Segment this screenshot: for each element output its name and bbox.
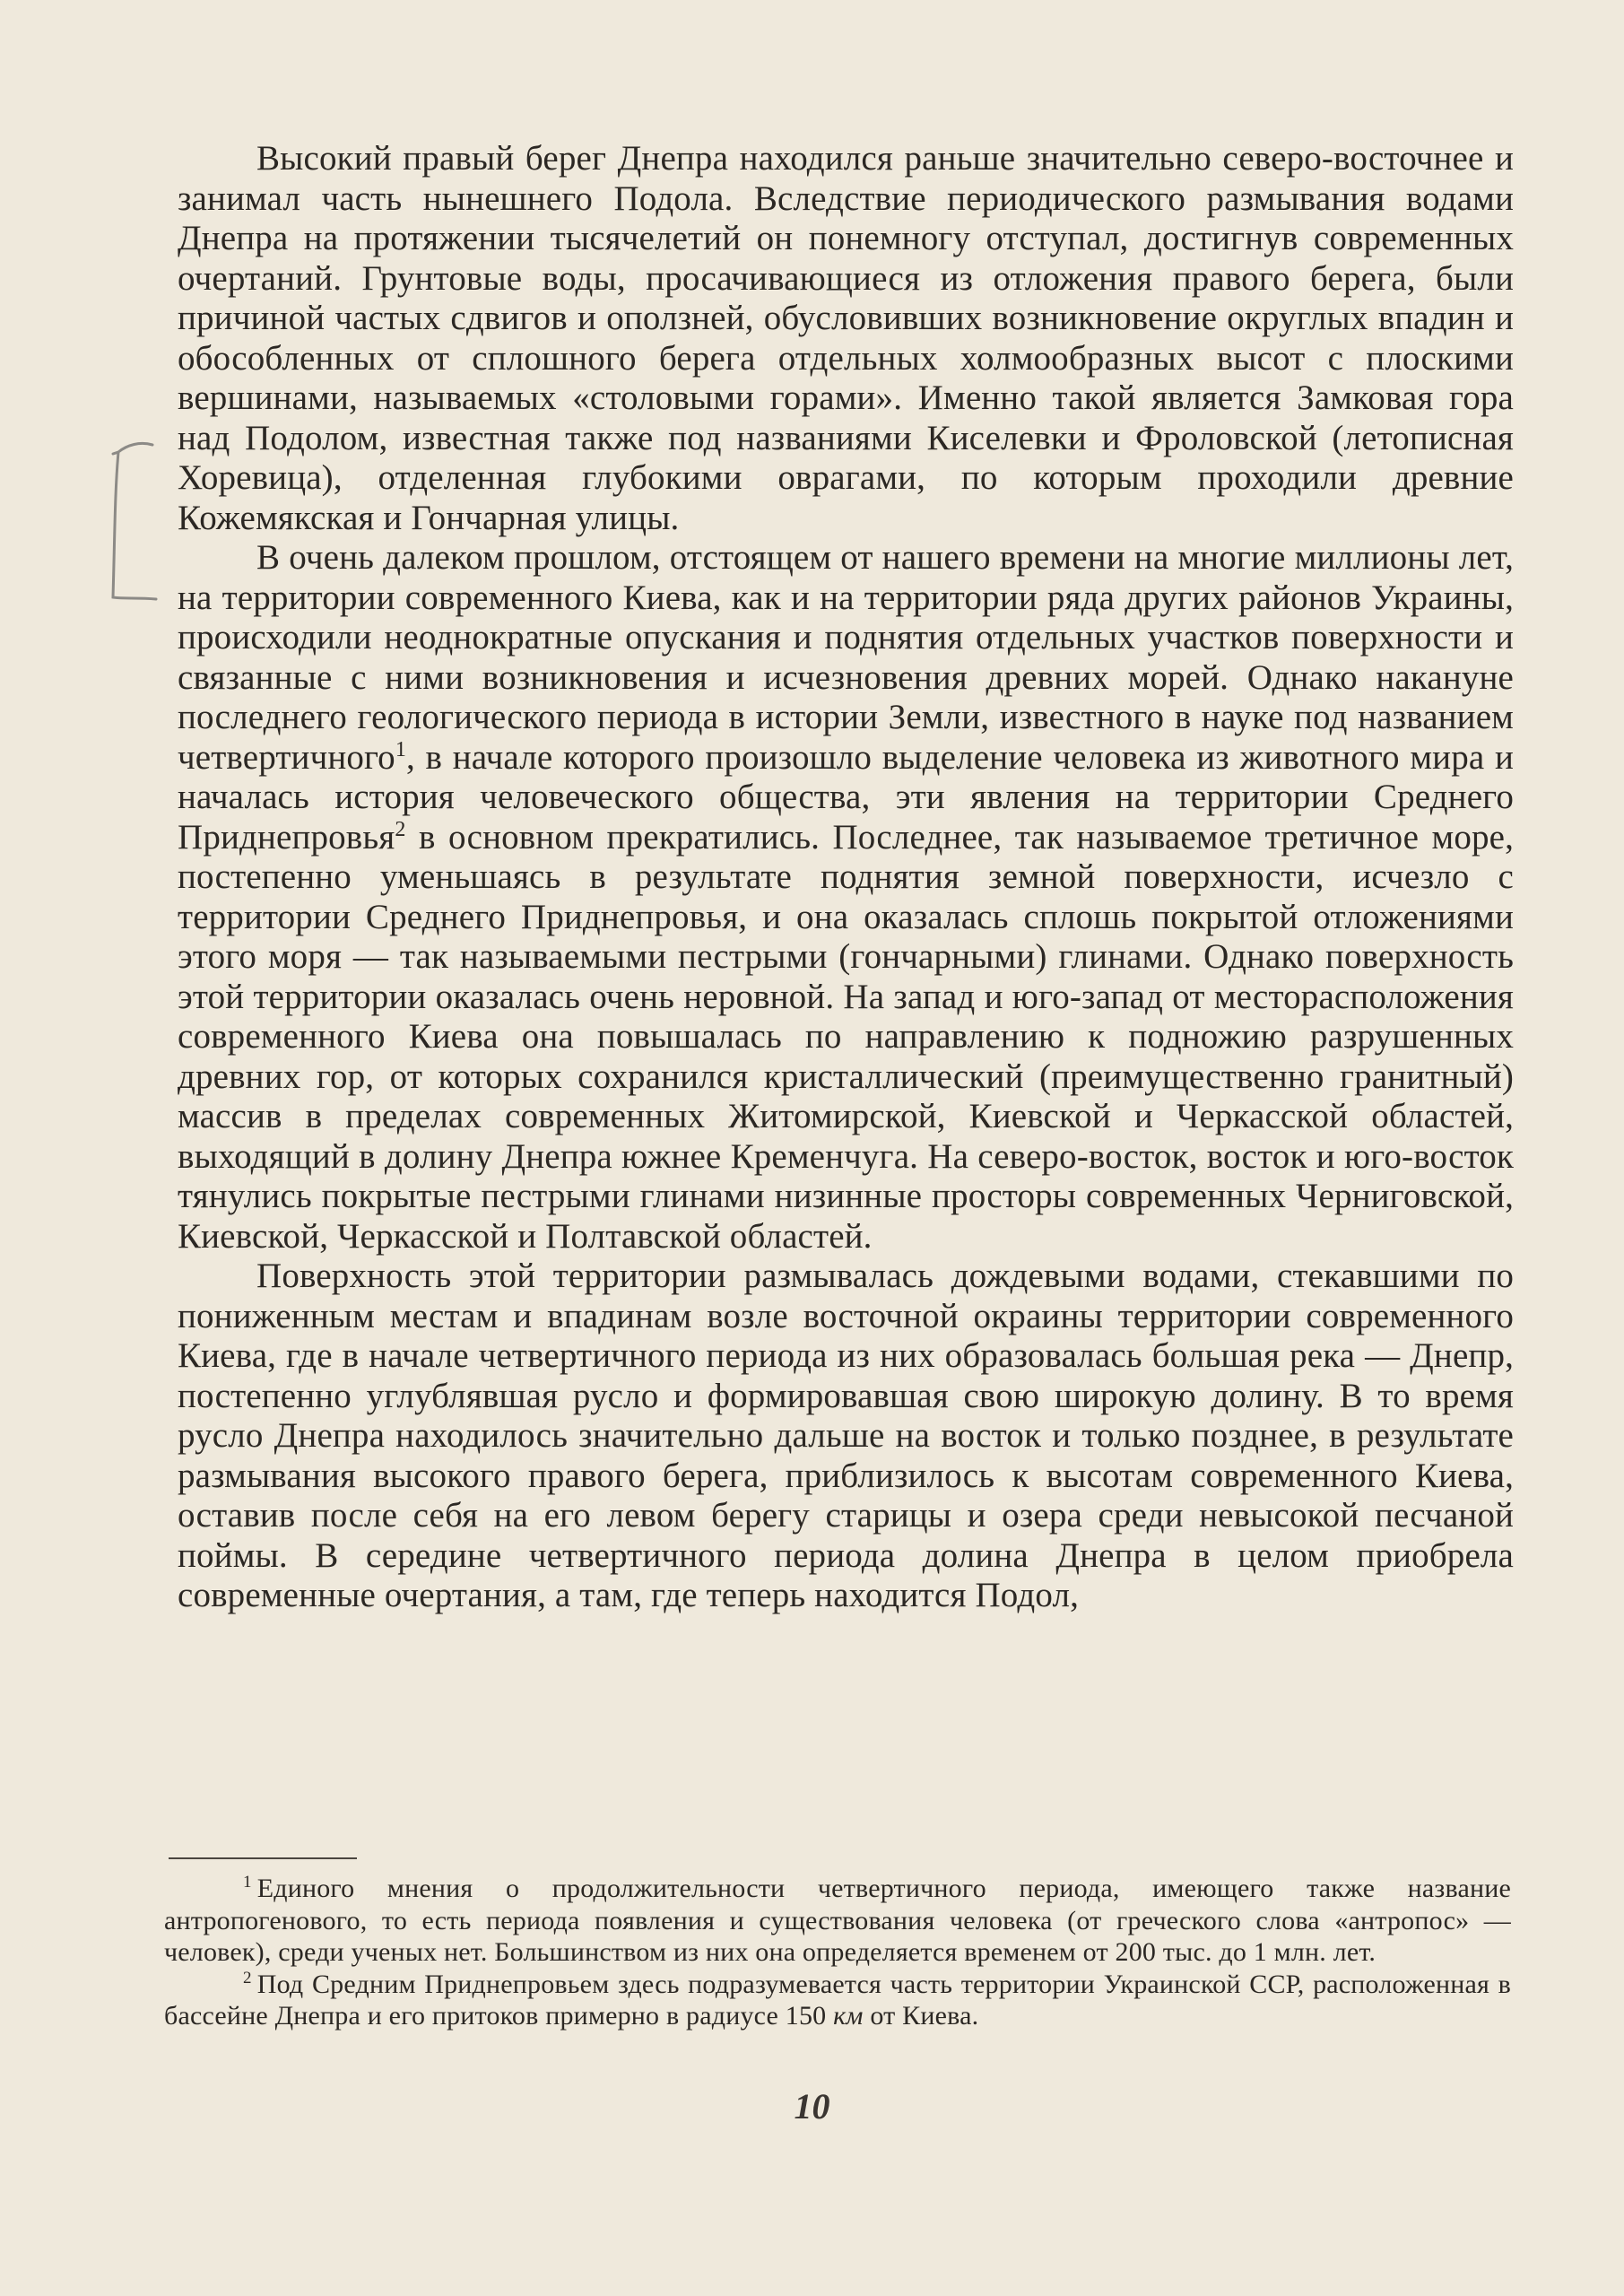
paragraph-1: Высокий правый берег Днепра находился раньше значительно северо-восточнее и занимал часть нынешнего Подола. Вследствие периодического размывания водами Днепра на протяжении тысячелетий он понемногу отступал, достигнув современных очертаний. Грунтовые воды, просачивающиеся из отложения правого берега, были причиной частых сдвигов и оползней, обусловивших возникновение округлых впадин и обособленных от сплошного берега отдельных холмообразных высот с плоскими вершинами, называемых «столовыми горами». Именно такой является Замковая гора над Подолом, известная также под названиями Киселевки и Фроловской (летописная Хоревица), отделенная глубокими оврагами, по которым проходили древние Кожемякская и Гончарная улицы. xyxy=(178,139,1514,537)
main-text xyxy=(178,139,1514,1616)
paragraph-2 xyxy=(178,538,1514,1257)
footnote-2-marker: 2 xyxy=(243,1968,252,1987)
footnote-2 xyxy=(164,1969,1511,2032)
footnote-1 xyxy=(164,1873,1511,1969)
footnote-divider xyxy=(169,1857,357,1859)
footnote-ref-2: 2 xyxy=(395,817,406,841)
footnote-2-text: Под Средним Приднепровьем здесь подразумевается часть территории Украинской ССР, расположенная в бассейне Днепра и его притоков примерно в радиусе 150 xyxy=(164,1969,1511,2031)
footnote-ref-1: 1 xyxy=(395,737,406,761)
page-number: 10 xyxy=(794,2086,830,2126)
footnote-1-marker: 1 xyxy=(243,1873,252,1892)
footnote-1-text: Единого мнения о продолжительности четвертичного периода, имеющего также название антропогенового, то есть периода появления и существования человека (от греческого слова «антропос» — человек), среди ученых нет. Большинством из них она определяется временем от 200 тыс. до 1 млн. лет. xyxy=(164,1874,1511,1967)
paragraph-2-part-2: , в начале которого произошло выделение человека из животного мира и началась история человеческого общества, эти явления на территории Среднего Приднепровья xyxy=(178,737,1514,857)
footnotes xyxy=(164,1873,1511,2032)
footnote-2-tail: от Киева. xyxy=(870,2001,979,2031)
paragraph-2-part-1: В очень далеком прошлом, отстоящем от нашего времени на многие миллионы лет, на территории современного Киева, как и на территории ряда других районов Украины, происходили неоднократные опускания и поднятия отдельных участков поверхности и связанные с ними возникновения и исчезновения древних морей. Однако накануне последнего геологического периода в истории Земли, известного в науке под названием четвертичного xyxy=(178,538,1514,777)
pencil-margin-bracket xyxy=(106,438,160,604)
paragraph-3: Поверхность этой территории размывалась дождевыми водами, стекавшими по пониженным местам и впадинам возле восточной окраины территории современного Киева, где в начале четвертичного периода из них образовалась большая река — Днепр, постепенно углублявшая русло и формировавшая свою широкую долину. В то время русло Днепра находилось значительно дальше на восток и только позднее, в результате размывания высокого правого берега, приблизилось к высотам современного Киева, оставив после себя на его левом берегу старицы и озера среди невысокой песчаной поймы. В середине четвертичного периода долина Днепра в целом приобрела современные очертания, а там, где теперь находится Подол, xyxy=(178,1257,1514,1614)
footnote-2-unit: км xyxy=(833,2001,864,2031)
paragraph-2-part-3: в основном прекратились. Последнее, так называемое третичное море, постепенно уменьшаясь в результате поднятия земной поверхности, исчезло с территории Среднего Приднепровья, и она оказалась сплошь покрытой отложениями этого моря — так называемыми пестрыми (гончарными) глинами. Однако поверхность этой территории оказалась очень неровной. На запад и юго-запад от месторасположения современного Киева она повышалась по направлению к подножию разрушенных древних гор, от которых сохранился кристаллический (преимущественно гранитный) массив в пределах современных Житомирской, Киевской и Черкасской областей, выходящий в долину Днепра южнее Кременчуга. На северо-восток, восток и юго-восток тянулись покрытые пестрыми глинами низинные просторы современных Черниговской, Киевской, Черкасской и Полтавской областей. xyxy=(178,817,1514,1256)
